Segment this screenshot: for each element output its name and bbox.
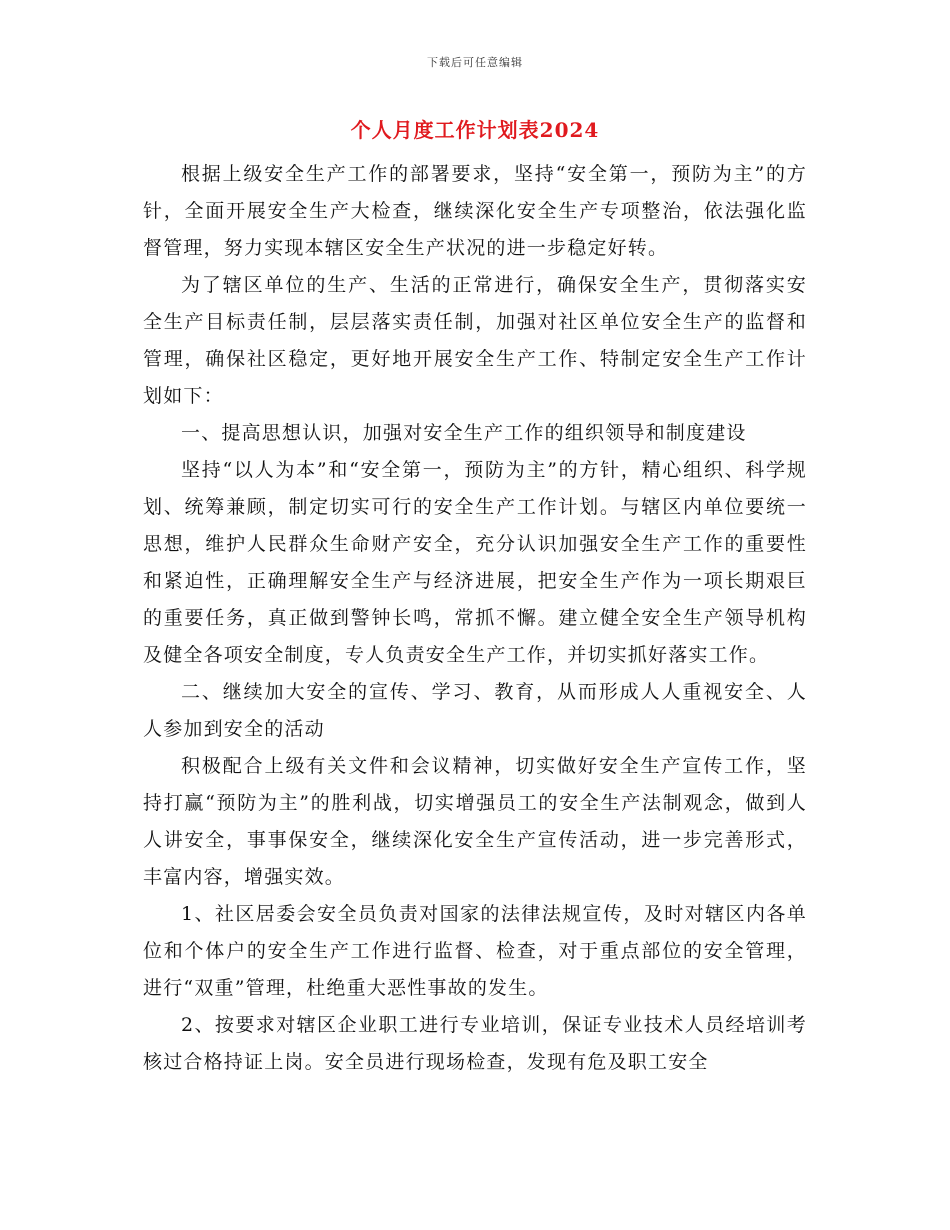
section-heading-2: 二、继续加大安全的宣传、学习、教育，从而形成人人重视安全、人人参加到安全的活动 xyxy=(143,681,807,740)
paragraph-intro: 根据上级安全生产工作的部署要求，坚持“安全第一，预防为主”的方针，全面开展安全生产大检查，继续深化安全生产专项整治，依法强化监督管理，努力实现本辖区安全生产状况的进一步稳定好转。 xyxy=(143,163,807,259)
list-item-1: 1、社区居委会安全员负责对国家的法律法规宣传，及时对辖区内各单位和个体户的安全生产工作进行监督、检查，对于重点部位的安全管理，进行“双重”管理，杜绝重大恶性事故的发生。 xyxy=(143,903,807,999)
document-body xyxy=(143,156,807,1081)
section-heading-1: 一、提高思想认识，加强对安全生产工作的组织领导和制度建设 xyxy=(181,422,747,444)
list-item-2: 2、按要求对辖区企业职工进行专业培训，保证专业技术人员经培训考核过合格持证上岗。安全员进行现场检查，发现有危及职工安全 xyxy=(143,1014,807,1073)
document-title: 个人月度工作计划表2024 xyxy=(350,118,600,142)
paragraph-purpose: 为了辖区单位的生产、生活的正常进行，确保安全生产，贯彻落实安全生产目标责任制，层层落实责任制，加强对社区单位安全生产的监督和管理，确保社区稳定，更好地开展安全生产工作、特制定安全生产工作计划如下： xyxy=(143,274,807,407)
paragraph-section-2: 积极配合上级有关文件和会议精神，切实做好安全生产宣传工作，坚持打赢“预防为主”的胜利战，切实增强员工的安全生产法制观念，做到人人讲安全，事事保安全，继续深化安全生产宣传活动，进一步完善形式，丰富内容，增强实效。 xyxy=(143,755,807,888)
header-note: 下载后可任意编辑 xyxy=(427,56,523,69)
paragraph-section-1: 坚持“以人为本”和“安全第一，预防为主”的方针，精心组织、科学规划、统筹兼顾，制定切实可行的安全生产工作计划。与辖区内单位要统一思想，维护人民群众生命财产安全，充分认识加强安全生产工作的重要性和紧迫性，正确理解安全生产与经济进展，把安全生产作为一项长期艰巨的重要任务，真正做到警钟长鸣，常抓不懈。建立健全安全生产领导机构及健全各项安全制度，专人负责安全生产工作，并切实抓好落实工作。 xyxy=(143,459,807,666)
